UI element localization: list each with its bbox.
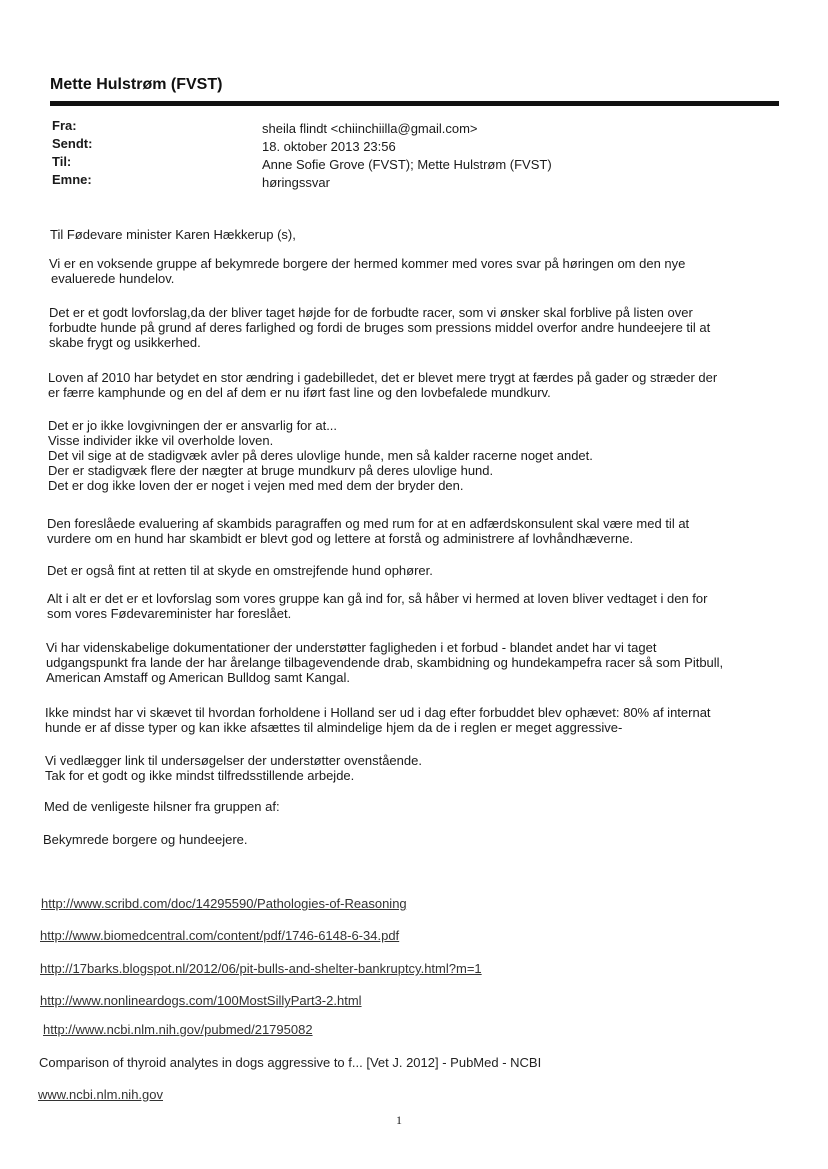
paragraph-4 [48,418,788,493]
to-value: Anne Sofie Grove (FVST); Mette Hulstrøm (FVST) [262,157,552,172]
paragraph-line: hunde er af disse typer og kan ikke afsættes til almindelige hjem da de i reglen er meget aggressive- [45,720,623,735]
paragraph-line: Det vil sige at de stadigvæk avler på deres ulovlige hunde, men så kalder racerne noget andet. [48,448,593,463]
paragraph-line: Vi vedlægger link til undersøgelser der understøtter ovenstående. [45,753,422,768]
paragraph-line: Det er et godt lovforslag,da der bliver taget højde for de forbudte racer, som vi ønsker skal forblive på listen over [49,305,693,320]
paragraph-line: Der er stadigvæk flere der nægter at bruge mundkurv på deres ulovlige hund. [48,463,494,478]
sent-value: 18. oktober 2013 23:56 [262,139,396,154]
paragraph-line: Vi har videnskabelige dokumentationer der understøtter fagligheden i et forbud - blandet andet har vi taget [46,640,657,655]
paragraph-line: som vores Fødevareminister har foreslået. [47,606,292,621]
signature: Bekymrede borgere og hundeejere. [43,832,248,847]
closing: Med de venligeste hilsner fra gruppen af: [44,799,280,814]
paragraph-line: evaluerede hundelov. [51,271,175,286]
paragraph-line: er færre kamphunde og en del af dem er nu iført fast line og den lovbefalede mundkurv. [48,385,551,400]
paragraph-6 [47,563,787,578]
sent-label: Sendt: [52,136,93,151]
to-label: Til: [52,154,72,169]
pubmed-title: Comparison of thyroid analytes in dogs aggressive to f... [Vet J. 2012] - PubMed - NCBI [39,1055,542,1070]
link-pubmed[interactable]: http://www.ncbi.nlm.nih.gov/pubmed/21795082 [43,1022,313,1037]
paragraph-2 [49,305,789,350]
link-nonlineardogs[interactable]: http://www.nonlineardogs.com/100MostSillyPart3-2.html [40,993,362,1008]
paragraph-10 [45,753,785,783]
salutation: Til Fødevare minister Karen Hækkerup (s), [50,227,296,242]
paragraph-line: vurdere om en hund har skambidt er blevt god og lettere at forstå og administrere af lovhåndhæverne. [47,531,634,546]
pubmed-domain-link[interactable]: www.ncbi.nlm.nih.gov [38,1087,163,1102]
link-scribd[interactable]: http://www.scribd.com/doc/14295590/Pathologies-of-Reasoning [41,896,407,911]
paragraph-line: Vi er en voksende gruppe af bekymrede borgere der hermed kommer med vores svar på høringen om den nye [49,256,686,271]
paragraph-9 [45,705,785,735]
paragraph-line: Ikke mindst har vi skævet til hvordan forholdene i Holland ser ud i dag efter forbuddet blev ophævet: 80% af internat [45,705,711,720]
paragraph-line: American Amstaff og American Bulldog samt Kangal. [46,670,350,685]
paragraph-line: Det er dog ikke loven der er noget i vejen med med dem der bryder den. [48,478,464,493]
paragraph-7 [47,591,787,621]
paragraph-line: Det er jo ikke lovgivningen der er ansvarlig for at... [48,418,338,433]
paragraph-1 [49,256,789,286]
link-biomedcentral[interactable]: http://www.biomedcentral.com/content/pdf/1746-6148-6-34.pdf [40,928,400,943]
title-divider [50,101,779,106]
paragraph-5 [47,516,787,546]
paragraph-3 [48,370,788,400]
subject-label: Emne: [52,172,92,187]
link-17barks[interactable]: http://17barks.blogspot.nl/2012/06/pit-bulls-and-shelter-bankruptcy.html?m=1 [40,961,482,976]
from-label: Fra: [52,118,77,133]
paragraph-line: Visse individer ikke vil overholde loven. [48,433,274,448]
from-value: sheila flindt <chiinchiilla@gmail.com> [262,121,478,136]
page-title: Mette Hulstrøm (FVST) [50,76,223,93]
page-number: 1 [396,1113,402,1127]
subject-value: høringssvar [262,175,330,190]
paragraph-8 [46,640,786,685]
paragraph-line: Den foreslåede evaluering af skambids paragraffen og med rum for at en adfærdskonsulent skal være med til at [47,516,690,531]
paragraph-line: Loven af 2010 har betydet en stor ændring i gadebilledet, det er blevet mere trygt at færdes på gader og stræder der [48,370,718,385]
paragraph-line: skabe frygt og usikkerhed. [49,335,201,350]
paragraph-line: Alt i alt er det er et lovforslag som vores gruppe kan gå ind for, så håber vi hermed at loven bliver vedtaget i den for [47,591,708,606]
paragraph-line: forbudte hunde på grund af deres farlighed og fordi de bruges som pressions middel overfor andre hundeejere til at [49,320,711,335]
paragraph-line: udgangspunkt fra lande der har årelange tilbagevendende drab, skambidning og hundekampefra racer så som Pitbull, [46,655,724,670]
paragraph-line: Det er også fint at retten til at skyde en omstrejfende hund ophører. [47,563,433,578]
paragraph-line: Tak for et godt og ikke mindst tilfredsstillende arbejde. [45,768,355,783]
